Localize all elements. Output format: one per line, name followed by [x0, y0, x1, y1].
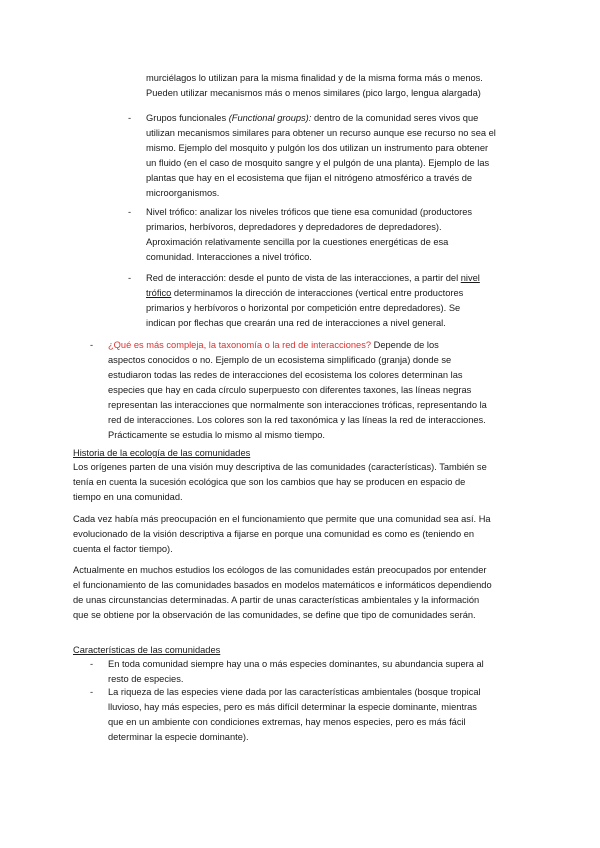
text-line: representan las interacciones que normalmente son interacciones tróficas, representando la: [108, 400, 487, 410]
text-line: [108, 338, 487, 353]
text-line: lluvioso, hay más especies, pero es más difícil determinar la especie dominante, mientras: [108, 702, 477, 712]
intro-paragraph: [146, 71, 483, 101]
text-line: aspectos conocidos o no. Ejemplo de un ecosistema simplificado (granja) donde se: [108, 355, 452, 365]
text-line: Cada vez había más preocupación en el funcionamiento que permite que una comunidad sea así. Ha: [73, 514, 491, 524]
red-question: ¿Qué es más compleja, la taxonomía o la red de interacciones?: [108, 340, 372, 350]
bullet-lead: Grupos funcionales: [146, 113, 229, 123]
text-line: de unas circunstancias determinadas. A partir de unas características ambientales y la información: [73, 595, 480, 605]
text-line: comunidad. Interacciones a nivel trófico.: [146, 252, 312, 262]
text-line: Prácticamente se estudia lo mismo al mismo tiempo.: [108, 430, 326, 440]
section-heading-characteristics: Características de las comunidades: [73, 645, 221, 655]
text-line: Pueden utilizar mecanismos más o menos similares (pico largo, lengua alargada): [146, 88, 481, 98]
text-line: mismo. Ejemplo del mosquito y pulgón los dos utilizan un instrumento para obtener: [146, 143, 489, 153]
text-line: tiempo en una comunidad.: [73, 492, 183, 502]
history-paragraph-1: [73, 460, 487, 505]
bullet-dash: -: [90, 340, 94, 350]
bullet-dash: -: [128, 273, 132, 283]
text-line: estudiaron todas las redes de interacciones del ecosistema los colores determinan las: [108, 370, 463, 380]
text-run: dentro de la comunidad seres vivos que: [311, 113, 479, 123]
text-line: que en un ambiente con condiciones extremas, hay menos especies, pero es más fácil: [108, 717, 466, 727]
text-line: el funcionamiento de las comunidades basados en modelos matemáticos e informáticos dependiendo: [73, 580, 492, 590]
text-line: cuenta el factor tiempo).: [73, 544, 173, 554]
text-line: [146, 271, 480, 286]
characteristics-item-2: [108, 685, 481, 745]
text-line: Nivel trófico: analizar los niveles tróficos que tiene esa comunidad (productores: [146, 207, 473, 217]
bullet-functional-groups: [146, 111, 496, 201]
text-run: Red de interacción: desde el punto de vista de las interacciones, a partir del: [146, 273, 461, 283]
history-paragraph-2: [73, 512, 491, 557]
history-paragraph-3: [73, 563, 492, 623]
text-line: Aproximación relativamente sencilla por la cuestiones energéticas de esa: [146, 237, 449, 247]
italic-term: (Functional groups):: [228, 113, 312, 123]
text-line: Actualmente en muchos estudios los ecólogos de las comunidades están preocupados por entender: [73, 565, 487, 575]
text-line: plantas que hay en el ecosistema que fijan el nitrógeno atmosférico a través de: [146, 173, 473, 183]
text-run: determinamos la dirección de interacciones (vertical entre productores: [171, 288, 464, 298]
text-line: murciélagos lo utilizan para la misma finalidad y de la misma forma más o menos.: [146, 73, 483, 83]
underlined-term: nivel: [460, 273, 480, 283]
bullet-interaction-network: [146, 271, 480, 331]
text-line: determinar la especie dominante).: [108, 732, 249, 742]
underlined-term: trófico: [146, 288, 172, 298]
text-line: primarios y herbívoros o horizontal por competición entre depredadores). Se: [146, 303, 461, 313]
text-line: microorganismos.: [146, 188, 220, 198]
bullet-dash: -: [128, 207, 132, 217]
text-line: En toda comunidad siempre hay una o más especies dominantes, su abundancia supera al: [108, 659, 484, 669]
characteristics-item-1: [108, 657, 484, 687]
bullet-dash: -: [90, 687, 94, 697]
text-line: [146, 111, 496, 126]
text-line: especies que hay en cada círculo superpuesto con diferentes taxones, las líneas negras: [108, 385, 472, 395]
text-line: evolucionado de la visión descriptiva a fijarse en porque una comunidad es como es (teniendo en: [73, 529, 475, 539]
text-line: un fluido (en el caso de mosquito sangre y el pulgón de una planta). Ejemplo de las: [146, 158, 490, 168]
text-line: resto de especies.: [108, 674, 184, 684]
text-line: [146, 286, 480, 301]
bullet-trophic-level: [146, 205, 472, 265]
text-line: Los orígenes parten de una visión muy descriptiva de las comunidades (características). También se: [73, 462, 487, 472]
section-heading-history: Historia de la ecología de las comunidades: [73, 448, 251, 458]
text-line: tenía en cuenta la sucesión ecológica que son los cambios que hay se producen en espacio de: [73, 477, 466, 487]
text-line: primarios, herbívoros, depredadores y depredadores de depredadores).: [146, 222, 442, 232]
text-line: indican por flechas que crearán una red de interacciones a nivel general.: [146, 318, 446, 328]
text-line: La riqueza de las especies viene dada por las características ambientales (bosque tropical: [108, 687, 481, 697]
question-paragraph: [108, 338, 487, 443]
text-line: utilizan mecanismos similares para obtener un recurso aunque ese recurso no sea el: [146, 128, 496, 138]
text-line: red de interacciones. Los colores son la red taxonómica y las líneas la red de interacciones.: [108, 415, 486, 425]
bullet-dash: -: [128, 113, 132, 123]
text-run: Depende de los: [371, 340, 439, 350]
bullet-dash: -: [90, 659, 94, 669]
text-line: que se obtiene por la observación de las comunidades, se define que tipo de comunidades serán.: [73, 610, 476, 620]
